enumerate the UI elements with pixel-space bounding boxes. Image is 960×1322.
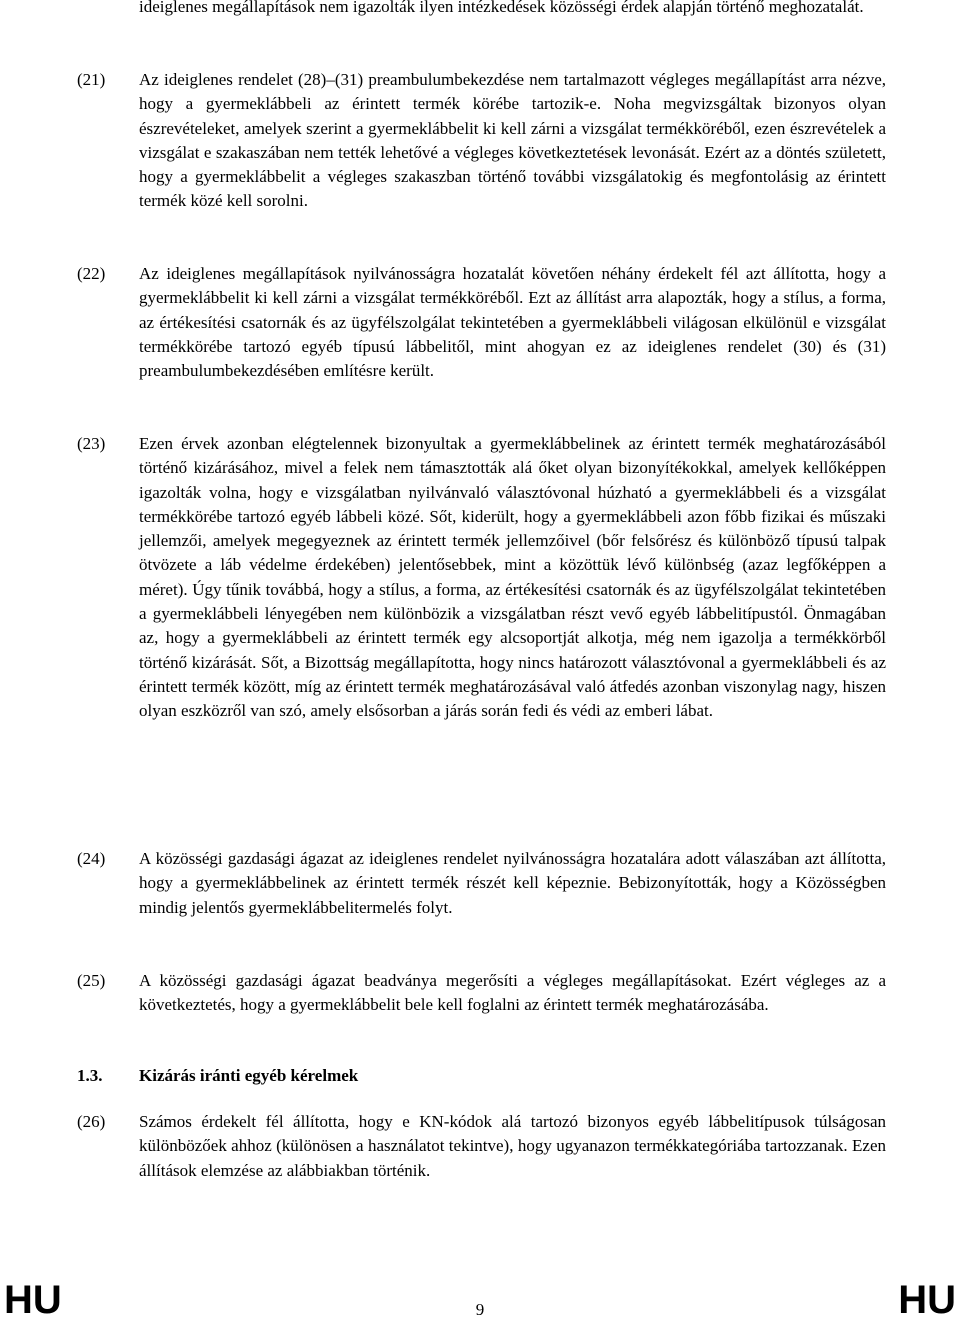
paragraph-text: Ezen érvek azonban elégtelennek bizonyultak a gyermeklábbelinek az érintett termék meghatározásából történő kizárásához, mivel a felek nem támasztották alá őket olyan bizonyítékokkal, amelyek kellőképpen igazolták volna, hogy e vizsgálatban nyilvánvaló választóvonal húzható a gyermeklábbeli és a vizsgálat termékkörébe tartozó egyéb lábbeli közé. Sőt, kiderült, hogy a gyermeklábbeli azon főbb fizikai és műszaki jellemzői, amelyek megegyeznek az érintett termék jellemzőivel (bőr felsőrész és különböző típusú talpak ötvözete a láb védelme érdekében) jelentősebbek, mint a közöttük lévő különbség (azaz legfőképpen a méret). Úgy tűnik továbbá, hogy a stílus, a forma, az értékesítési csatornák és az ügyfélszolgálat tekintetében a gyermeklábbeli lényegében nem különbözik a vizsgálatban részt vevő egyéb lábbelitípustól. Önmagában az, hogy a gyermeklábbeli az érintett termék egy alcsoportját alkotja, még nem igazolja a termékkörből történő kizárását. Sőt, a Bizottság megállapította, hogy nincs határozott választóvonal a gyermeklábbeli és az érintett termék között, míg az érintett termék meghatározásával való átfedés azonban viszonylag nagy, hiszen olyan eszközről van szó, amely elsősorban a járás során fedi és védi az emberi lábat. (139, 434, 886, 721)
paragraph-text: A közösségi gazdasági ágazat beadványa megerősíti a végleges megállapításokat. Ezért végleges az a következtetés, hogy a gyermeklábbelit bele kell foglalni az érintett termék meghatározásába. (139, 971, 886, 1015)
paragraph-text: Számos érdekelt fél állította, hogy e KN-kódok alá tartozó bizonyos egyéb lábbelitípusok túlságosan különbözőek ahhoz (különösen a használatot tekintve), hogy ugyanazon termékkategóriába tartozzanak. Ezen állítások elemzése az alábbiakban történik. (139, 1112, 886, 1180)
paragraph-text: A közösségi gazdasági ágazat az ideiglenes rendelet nyilvánosságra hozatalára adott válaszában azt állította, hogy a gyermeklábbelinek az érintett termék részét kell képeznie. Bebizonyították, hogy a Közösségben mindig jelentős gyermeklábbelitermelés folyt. (139, 849, 886, 917)
footer-language-code-left: HU (4, 1278, 62, 1322)
section-number: 1.3. (77, 1066, 103, 1085)
paragraph-number: (21) (77, 70, 106, 89)
paragraph-number: (25) (77, 971, 106, 990)
paragraph-number: (24) (77, 849, 106, 868)
paragraph-text: ideiglenes megállapítások nem igazolták ilyen intézkedések közösségi érdek alapján történő meghozatalát. (139, 0, 864, 16)
paragraph-text: Az ideiglenes rendelet (28)–(31) preambulumbekezdése nem tartalmazott végleges megállapítást arra nézve, hogy a gyermeklábbeli az érintett termék körébe tartozik-e. Noha megvizsgáltak bizonyos olyan észrevételeket, amelyek szerint a gyermeklábbelit ki kell zárni a vizsgálat termékköréből, ezen észrevételek a vizsgálat e szakaszában nem tették lehetővé a végleges következtetések levonását. Ezért az a döntés született, hogy a gyermeklábbelit a végleges szakaszban történő további vizsgálatokig és megfontolásig az érintett termék közé kell sorolni. (139, 70, 886, 211)
paragraph-number: (23) (77, 434, 106, 453)
page-number: 9 (475, 1300, 485, 1319)
paragraph-number: (22) (77, 264, 106, 283)
section-title: Kizárás iránti egyéb kérelmek (139, 1066, 359, 1085)
paragraph-text: Az ideiglenes megállapítások nyilvánosságra hozatalát követően néhány érdekelt fél azt állította, hogy a gyermeklábbelit ki kell zárni a vizsgálat termékköréből. Ezt az állítást arra alapozták, hogy a stílus, a forma, az értékesítési csatornák és az ügyfélszolgálat tekintetében a gyermeklábbeli világosan elkülönül e vizsgálat termékkörébe tartozó egyéb típusú lábbelitől, mint ahogyan ez az ideiglenes rendelet (30) és (31) preambulumbekezdésében említésre került. (139, 264, 886, 381)
paragraph-number: (26) (77, 1112, 106, 1131)
footer-language-code-right: HU (898, 1278, 956, 1322)
